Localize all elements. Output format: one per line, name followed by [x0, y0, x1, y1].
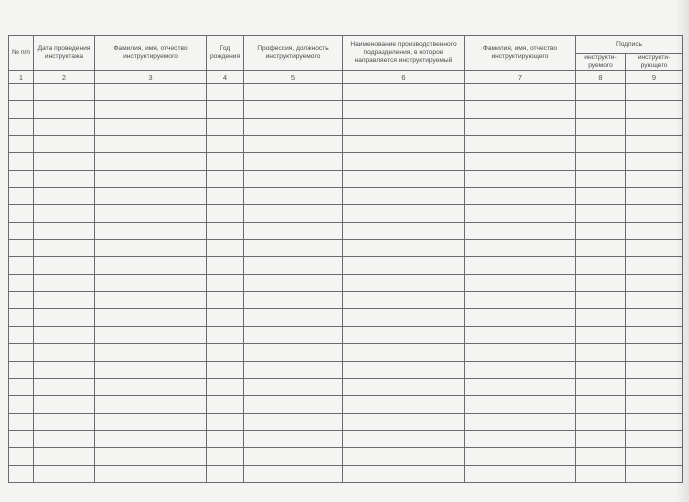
table-cell[interactable] — [626, 153, 683, 170]
table-row — [9, 136, 683, 153]
table-cell[interactable] — [626, 118, 683, 135]
table-cell[interactable] — [34, 378, 95, 395]
table-cell[interactable] — [9, 274, 34, 291]
table-cell[interactable] — [34, 430, 95, 447]
header-subdivision: Наименование производственного подразделения, в которое направляется инструктируемый — [343, 36, 465, 71]
table-cell[interactable] — [95, 101, 207, 118]
table-cell[interactable] — [576, 240, 626, 257]
table-cell[interactable] — [95, 84, 207, 101]
table-cell[interactable] — [9, 361, 34, 378]
table-cell[interactable] — [9, 101, 34, 118]
table-cell[interactable] — [34, 153, 95, 170]
table-cell[interactable] — [465, 309, 576, 326]
table-cell[interactable] — [343, 101, 465, 118]
table-cell[interactable] — [343, 378, 465, 395]
header-profession: Профессия, должность инструктируемого — [244, 36, 343, 71]
table-cell[interactable] — [95, 257, 207, 274]
table-cell[interactable] — [95, 361, 207, 378]
table-cell[interactable] — [207, 240, 244, 257]
table-cell[interactable] — [576, 205, 626, 222]
table-cell[interactable] — [343, 361, 465, 378]
table-cell[interactable] — [465, 378, 576, 395]
table-cell[interactable] — [626, 309, 683, 326]
table-cell[interactable] — [465, 257, 576, 274]
table-row — [9, 430, 683, 447]
column-number-row — [9, 71, 683, 84]
table-cell[interactable] — [95, 465, 207, 482]
table-cell[interactable] — [95, 274, 207, 291]
table-cell[interactable] — [9, 84, 34, 101]
table-cell[interactable] — [626, 396, 683, 413]
table-cell[interactable] — [207, 344, 244, 361]
table-cell[interactable] — [626, 292, 683, 309]
table-cell[interactable] — [95, 240, 207, 257]
table-cell[interactable] — [207, 101, 244, 118]
table-cell[interactable] — [34, 292, 95, 309]
header-signature-instructor: инструкти- рующего — [626, 54, 683, 71]
table-cell[interactable] — [9, 257, 34, 274]
table-cell[interactable] — [244, 240, 343, 257]
table-cell[interactable] — [34, 222, 95, 239]
header-instructor: Фамилия, имя, отчество инструктирующего — [465, 36, 576, 71]
table-cell[interactable] — [34, 309, 95, 326]
table-cell[interactable] — [34, 465, 95, 482]
table-cell[interactable] — [244, 361, 343, 378]
table-cell[interactable] — [95, 153, 207, 170]
table-cell[interactable] — [95, 170, 207, 187]
table-cell[interactable] — [576, 430, 626, 447]
table-cell[interactable] — [576, 292, 626, 309]
table-cell[interactable] — [576, 378, 626, 395]
table-cell[interactable] — [576, 448, 626, 465]
table-cell[interactable] — [576, 465, 626, 482]
table-cell[interactable] — [9, 344, 34, 361]
table-row — [9, 396, 683, 413]
table-cell[interactable] — [34, 101, 95, 118]
table-cell[interactable] — [207, 378, 244, 395]
table-cell[interactable] — [343, 396, 465, 413]
table-cell[interactable] — [343, 413, 465, 430]
table-cell[interactable] — [343, 240, 465, 257]
column-number: 7 — [465, 71, 576, 84]
table-cell[interactable] — [207, 188, 244, 205]
table-cell[interactable] — [244, 84, 343, 101]
table-row — [9, 118, 683, 135]
table-cell[interactable] — [207, 274, 244, 291]
table-cell[interactable] — [576, 274, 626, 291]
table-cell[interactable] — [9, 170, 34, 187]
table-cell[interactable] — [244, 326, 343, 343]
table-cell[interactable] — [244, 153, 343, 170]
table-cell[interactable] — [465, 101, 576, 118]
table-cell[interactable] — [343, 222, 465, 239]
table-cell[interactable] — [34, 361, 95, 378]
table-cell[interactable] — [465, 326, 576, 343]
table-cell[interactable] — [207, 257, 244, 274]
table-cell[interactable] — [576, 188, 626, 205]
table-cell[interactable] — [626, 344, 683, 361]
table-cell[interactable] — [626, 413, 683, 430]
table-cell[interactable] — [9, 222, 34, 239]
table-row — [9, 240, 683, 257]
table-row — [9, 448, 683, 465]
table-cell[interactable] — [244, 378, 343, 395]
table-cell[interactable] — [576, 118, 626, 135]
table-cell[interactable] — [343, 465, 465, 482]
table-cell[interactable] — [244, 170, 343, 187]
table-row — [9, 222, 683, 239]
table-cell[interactable] — [343, 292, 465, 309]
table-cell[interactable] — [9, 465, 34, 482]
table-cell[interactable] — [207, 396, 244, 413]
table-cell[interactable] — [465, 361, 576, 378]
table-cell[interactable] — [207, 153, 244, 170]
table-cell[interactable] — [95, 205, 207, 222]
table-row — [9, 188, 683, 205]
table-cell[interactable] — [626, 378, 683, 395]
table-cell[interactable] — [343, 274, 465, 291]
table-cell[interactable] — [343, 205, 465, 222]
journal-rows — [9, 84, 683, 483]
table-cell[interactable] — [207, 118, 244, 135]
table-cell[interactable] — [626, 430, 683, 447]
table-cell[interactable] — [465, 205, 576, 222]
table-cell[interactable] — [626, 326, 683, 343]
table-cell[interactable] — [9, 413, 34, 430]
table-cell[interactable] — [34, 118, 95, 135]
table-cell[interactable] — [576, 361, 626, 378]
table-cell[interactable] — [34, 188, 95, 205]
table-cell[interactable] — [207, 222, 244, 239]
table-cell[interactable] — [576, 257, 626, 274]
table-cell[interactable] — [9, 326, 34, 343]
table-cell[interactable] — [95, 309, 207, 326]
table-cell[interactable] — [34, 344, 95, 361]
table-cell[interactable] — [95, 326, 207, 343]
table-cell[interactable] — [9, 292, 34, 309]
table-cell[interactable] — [207, 84, 244, 101]
briefing-journal-table — [8, 35, 683, 483]
table-cell[interactable] — [465, 465, 576, 482]
table-cell[interactable] — [576, 344, 626, 361]
table-cell[interactable] — [9, 136, 34, 153]
table-cell[interactable] — [465, 153, 576, 170]
table-cell[interactable] — [244, 309, 343, 326]
table-cell[interactable] — [95, 136, 207, 153]
table-cell[interactable] — [95, 292, 207, 309]
table-cell[interactable] — [576, 326, 626, 343]
table-cell[interactable] — [95, 413, 207, 430]
table-cell[interactable] — [343, 84, 465, 101]
table-cell[interactable] — [244, 101, 343, 118]
table-cell[interactable] — [244, 257, 343, 274]
table-row — [9, 84, 683, 101]
table-cell[interactable] — [207, 170, 244, 187]
table-row — [9, 153, 683, 170]
header-signature-instructed: инструкти- руемого — [576, 54, 626, 71]
table-cell[interactable] — [9, 153, 34, 170]
table-cell[interactable] — [343, 170, 465, 187]
header-name: Фамилия, имя, отчество инструктируемого — [95, 36, 207, 71]
table-row — [9, 292, 683, 309]
table-cell[interactable] — [343, 188, 465, 205]
table-cell[interactable] — [465, 292, 576, 309]
table-cell[interactable] — [34, 205, 95, 222]
table-cell[interactable] — [9, 430, 34, 447]
table-cell[interactable] — [576, 222, 626, 239]
table-cell[interactable] — [95, 430, 207, 447]
table-cell[interactable] — [34, 84, 95, 101]
table-cell[interactable] — [9, 378, 34, 395]
table-cell[interactable] — [95, 448, 207, 465]
table-row — [9, 101, 683, 118]
table-cell[interactable] — [576, 413, 626, 430]
table-cell[interactable] — [576, 84, 626, 101]
table-cell[interactable] — [34, 257, 95, 274]
column-number: 6 — [343, 71, 465, 84]
table-cell[interactable] — [343, 430, 465, 447]
table-cell[interactable] — [244, 413, 343, 430]
table-cell[interactable] — [576, 170, 626, 187]
table-cell[interactable] — [343, 257, 465, 274]
table-cell[interactable] — [244, 344, 343, 361]
table-cell[interactable] — [626, 101, 683, 118]
table-cell[interactable] — [34, 396, 95, 413]
table-cell[interactable] — [465, 170, 576, 187]
table-cell[interactable] — [244, 396, 343, 413]
table-cell[interactable] — [343, 448, 465, 465]
column-number: 9 — [626, 71, 683, 84]
table-cell[interactable] — [95, 222, 207, 239]
table-cell[interactable] — [626, 448, 683, 465]
table-cell[interactable] — [244, 205, 343, 222]
table-cell[interactable] — [34, 170, 95, 187]
table-cell[interactable] — [207, 205, 244, 222]
table-cell[interactable] — [34, 413, 95, 430]
table-row — [9, 413, 683, 430]
table-cell[interactable] — [626, 205, 683, 222]
header-row — [9, 36, 683, 54]
table-cell[interactable] — [207, 413, 244, 430]
table-cell[interactable] — [244, 465, 343, 482]
header-birth-year: Год рождения — [207, 36, 244, 71]
table-cell[interactable] — [626, 222, 683, 239]
table-row — [9, 326, 683, 343]
table-cell[interactable] — [244, 430, 343, 447]
table-cell[interactable] — [465, 118, 576, 135]
column-number: 2 — [34, 71, 95, 84]
table-cell[interactable] — [34, 448, 95, 465]
table-cell[interactable] — [207, 292, 244, 309]
table-row — [9, 170, 683, 187]
table-cell[interactable] — [9, 396, 34, 413]
table-cell[interactable] — [626, 361, 683, 378]
table-cell[interactable] — [465, 84, 576, 101]
table-cell[interactable] — [244, 292, 343, 309]
table-cell[interactable] — [207, 448, 244, 465]
table-cell[interactable] — [9, 448, 34, 465]
table-row — [9, 205, 683, 222]
table-cell[interactable] — [95, 188, 207, 205]
table-cell[interactable] — [465, 136, 576, 153]
table-cell[interactable] — [95, 118, 207, 135]
table-row — [9, 344, 683, 361]
table-cell[interactable] — [34, 326, 95, 343]
table-cell[interactable] — [244, 136, 343, 153]
table-cell[interactable] — [626, 274, 683, 291]
table-row — [9, 361, 683, 378]
table-cell[interactable] — [343, 344, 465, 361]
table-cell[interactable] — [576, 396, 626, 413]
table-cell[interactable] — [343, 136, 465, 153]
header-signature: Подпись — [576, 36, 683, 54]
table-cell[interactable] — [244, 118, 343, 135]
table-cell[interactable] — [207, 361, 244, 378]
table-row — [9, 378, 683, 395]
column-number: 5 — [244, 71, 343, 84]
table-cell[interactable] — [207, 430, 244, 447]
table-cell[interactable] — [465, 274, 576, 291]
table-cell[interactable] — [626, 240, 683, 257]
table-cell[interactable] — [95, 344, 207, 361]
table-row — [9, 274, 683, 291]
table-cell[interactable] — [626, 257, 683, 274]
table-cell[interactable] — [343, 118, 465, 135]
table-cell[interactable] — [576, 101, 626, 118]
table-cell[interactable] — [465, 188, 576, 205]
table-cell[interactable] — [34, 240, 95, 257]
column-number: 4 — [207, 71, 244, 84]
column-number: 3 — [95, 71, 207, 84]
header-date: Дата проведения инструктажа — [34, 36, 95, 71]
table-cell[interactable] — [343, 309, 465, 326]
table-row — [9, 309, 683, 326]
table-cell[interactable] — [207, 326, 244, 343]
table-cell[interactable] — [9, 205, 34, 222]
table-cell[interactable] — [465, 240, 576, 257]
table-cell[interactable] — [95, 396, 207, 413]
table-cell[interactable] — [626, 465, 683, 482]
table-cell[interactable] — [576, 153, 626, 170]
table-cell[interactable] — [626, 84, 683, 101]
table-cell[interactable] — [207, 465, 244, 482]
header-num: № п/п — [9, 36, 34, 71]
table-cell[interactable] — [465, 222, 576, 239]
table-cell[interactable] — [244, 222, 343, 239]
table-cell[interactable] — [9, 188, 34, 205]
table-cell[interactable] — [465, 413, 576, 430]
table-row — [9, 465, 683, 482]
table-cell[interactable] — [465, 344, 576, 361]
table-cell[interactable] — [9, 309, 34, 326]
table-cell[interactable] — [9, 240, 34, 257]
table-row — [9, 257, 683, 274]
column-number: 8 — [576, 71, 626, 84]
table-cell[interactable] — [207, 309, 244, 326]
table-cell[interactable] — [207, 136, 244, 153]
table-cell[interactable] — [626, 136, 683, 153]
table-cell[interactable] — [244, 188, 343, 205]
table-cell[interactable] — [95, 378, 207, 395]
table-cell[interactable] — [343, 326, 465, 343]
table-cell[interactable] — [576, 309, 626, 326]
table-cell[interactable] — [343, 153, 465, 170]
table-cell[interactable] — [244, 274, 343, 291]
table-cell[interactable] — [465, 448, 576, 465]
column-number: 1 — [9, 71, 34, 84]
table-cell[interactable] — [576, 136, 626, 153]
table-cell[interactable] — [626, 170, 683, 187]
table-cell[interactable] — [465, 430, 576, 447]
table-cell[interactable] — [34, 274, 95, 291]
table-cell[interactable] — [626, 188, 683, 205]
table-cell[interactable] — [465, 396, 576, 413]
table-cell[interactable] — [244, 448, 343, 465]
table-cell[interactable] — [34, 136, 95, 153]
table-cell[interactable] — [9, 118, 34, 135]
